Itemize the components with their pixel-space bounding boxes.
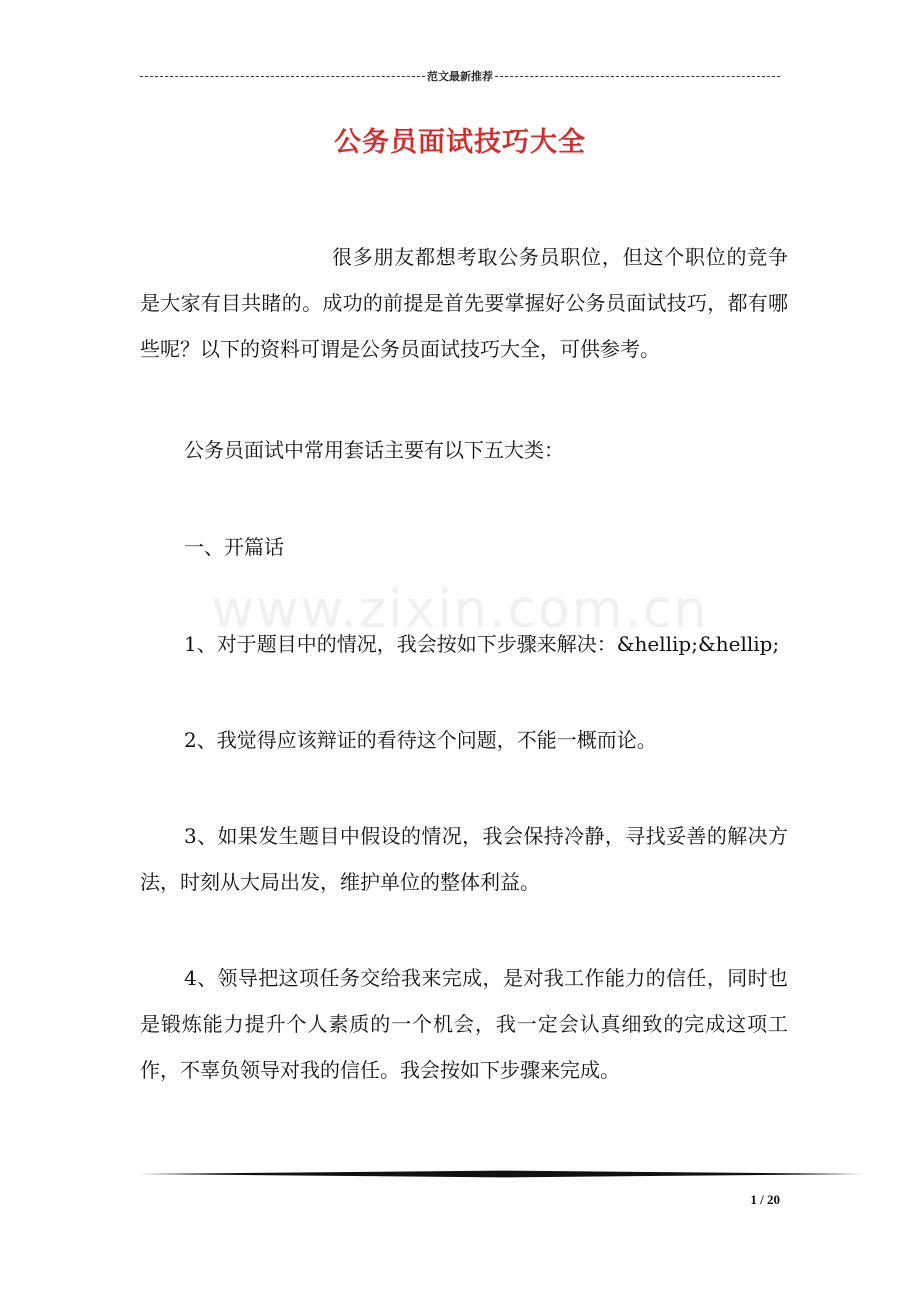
intro-paragraph: 很多朋友都想考取公务员职位，但这个职位的竞争是大家有目共睹的。成功的前提是首先要掌握好公务员面试技巧，都有哪些呢？以下的资料可谓是公务员面试技巧大全，可供参考。 — [140, 245, 788, 361]
list-item-1: 1、对于题目中的情况，我会按如下步骤来解决：&hellip;&hellip; — [184, 632, 780, 656]
watermark: www.zixin.com.cn — [211, 580, 709, 640]
list-item-4: 4、领导把这项任务交给我来完成，是对我工作能力的信任，同时也是锻炼能力提升个人素质的一个机会，我一定会认真细致的完成这项工作，不辜负领导对我的信任。我会按如下步骤来完成。 — [140, 966, 788, 1082]
header-dash-right — [495, 76, 780, 77]
document-title: 公务员面试技巧大全 — [334, 127, 586, 158]
footer-divider — [140, 1170, 864, 1178]
list-item-2: 2、我觉得应该辩证的看待这个问题，不能一概而论。 — [184, 728, 657, 752]
list-item-3: 3、如果发生题目中假设的情况，我会保持冷静，寻找妥善的解决方法，时刻从大局出发，维护单位的整体利益。 — [140, 824, 788, 894]
lead-paragraph: 公务员面试中常用套话主要有以下五大类： — [184, 438, 564, 462]
section-heading: 一、开篇话 — [184, 535, 284, 559]
page-number: 1 / 20 — [750, 1192, 780, 1207]
header-dash-left — [140, 76, 425, 77]
header-rule — [140, 68, 780, 84]
header-label: 范文最新推荐 — [427, 70, 493, 83]
